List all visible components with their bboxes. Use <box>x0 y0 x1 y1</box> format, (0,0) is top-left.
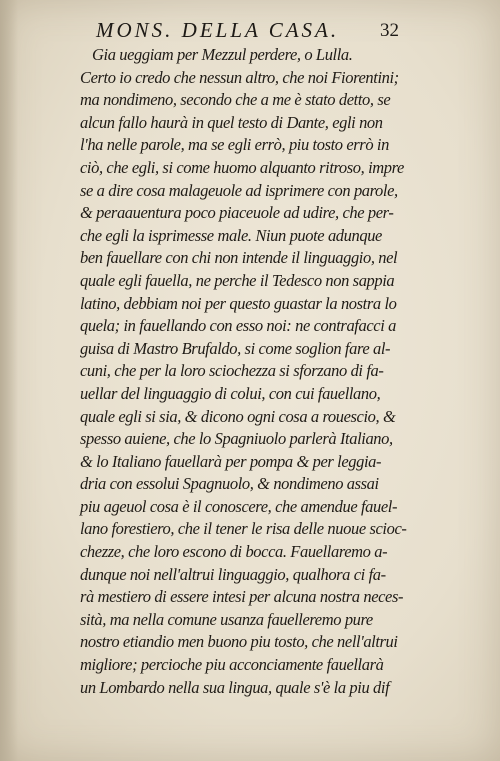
text-line: chezze, che loro escono di bocca. Fauellaremo a- <box>80 542 388 562</box>
text-line: lano forestiero, che il tener le risa delle nuoue scioc- <box>80 519 407 539</box>
text-line: quela; in fauellando con esso noi: ne contrafacci a <box>80 316 396 336</box>
text-line: ben fauellare con chi non intende il linguaggio, nel <box>80 248 398 268</box>
text-line: uellar del linguaggio di colui, con cui fauellano, <box>80 383 381 403</box>
text-line: sità, ma nella comune usanza fauelleremo pure <box>80 609 373 629</box>
text-line: guisa di Mastro Brufaldo, si come soglion fare al- <box>80 338 391 358</box>
text-line: latino, debbiam noi per questo guastar la nostra lo <box>80 293 397 313</box>
text-line: se a dire cosa malageuole ad isprimere con parole, <box>80 180 398 200</box>
text-line: & lo Italiano fauellarà per pompa & per leggia- <box>80 451 382 471</box>
text-line: che egli la isprimesse male. Niun puote adunque <box>80 225 382 245</box>
text-line: quale egli fauella, ne perche il Tedesco non sappia <box>80 270 395 290</box>
text-line: spesso auiene, che lo Spagniuolo parlerà Italiano, <box>80 429 393 449</box>
text-line: ciò, che egli, si come huomo alquanto ritroso, impre <box>80 157 404 177</box>
body-text <box>80 44 410 699</box>
text-line: quale egli si sia, & dicono ogni cosa a rouescio, & <box>80 406 396 426</box>
text-line: migliore; percioche piu acconciamente fauellarà <box>80 655 384 675</box>
text-line: cuni, che per la loro sciochezza si sforzano di fa- <box>80 361 384 381</box>
text-line: Gia ueggiam per Mezzul perdere, o Lulla. <box>92 45 353 64</box>
page-number: 32 <box>380 20 399 41</box>
running-head: MONS. DELLA CASA. <box>96 18 340 42</box>
text-line: rà mestiero di essere intesi per alcuna nostra neces- <box>80 587 404 607</box>
text-line: Certo io credo che nessun altro, che noi Fiorentini; <box>80 67 399 87</box>
text-line: l'ha nelle parole, ma se egli errò, piu tosto errò in <box>80 135 389 155</box>
text-line: alcun fallo haurà in quel testo di Dante, egli non <box>80 112 383 132</box>
text-line: un Lombardo nella sua lingua, quale s'è la piu dif <box>80 677 390 697</box>
text-line: & peraauentura poco piaceuole ad udire, che per- <box>80 203 394 223</box>
text-line: dria con essolui Spagnuolo, & nondimeno assai <box>80 474 379 494</box>
binding-gutter <box>0 0 18 761</box>
text-line: dunque noi nell'altrui linguaggio, qualhora ci fa- <box>80 564 386 584</box>
text-line: piu ageuol cosa è il conoscere, che amendue fauel- <box>80 496 398 516</box>
text-line: ma nondimeno, secondo che a me è stato detto, se <box>80 90 391 110</box>
text-line: nostro etiandio men buono piu tosto, che nell'altrui <box>80 632 398 652</box>
